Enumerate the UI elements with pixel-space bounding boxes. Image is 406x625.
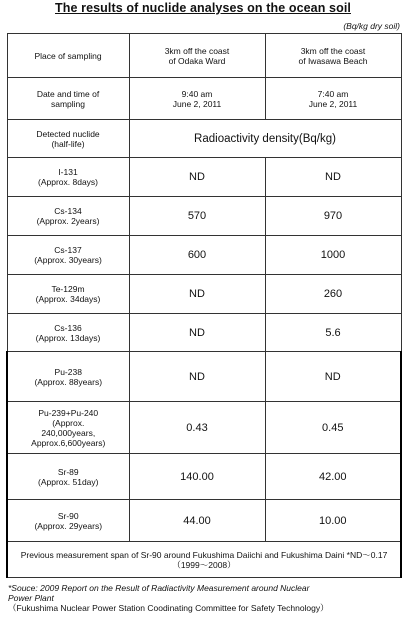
place-label: Place of sampling (7, 34, 129, 78)
table-row (7, 158, 401, 197)
unit-label: (Bq/kg dry soil) (343, 21, 400, 31)
nuclide-cell: Sr-90 (Approx. 29years) (7, 500, 129, 542)
nuclide-cell: Sr-89 (Approx. 51day) (7, 454, 129, 500)
datetime-odaka: 9:40 am June 2, 2011 (129, 78, 265, 120)
value-iwasawa: 5.6 (265, 314, 401, 352)
value-odaka: 0.43 (129, 402, 265, 454)
value-iwasawa: 260 (265, 275, 401, 314)
value-odaka: ND (129, 158, 265, 197)
source-line-1: *Souce: 2009 Report on the Result of Radiactivity Measurement around Nuclear (8, 583, 310, 593)
source-line-2: Power Plant (8, 593, 54, 603)
value-iwasawa: 10.00 (265, 500, 401, 542)
value-iwasawa: 42.00 (265, 454, 401, 500)
value-iwasawa: ND (265, 158, 401, 197)
nuclide-cell: Cs-137 (Approx. 30years) (7, 236, 129, 275)
table-row (7, 500, 401, 542)
previous-measurement-note: Previous measurement span of Sr-90 around Fukushima Daiichi and Fukushima Daini *ND〜0.17（1999〜2008） (7, 542, 401, 578)
nuclide-cell: Pu-238 (Approx. 88years) (7, 352, 129, 402)
value-odaka: 600 (129, 236, 265, 275)
site-odaka: 3km off the coast of Odaka Ward (129, 34, 265, 78)
table-row (7, 197, 401, 236)
value-odaka: ND (129, 314, 265, 352)
table-row (7, 402, 401, 454)
results-table (6, 33, 402, 578)
table-row (7, 236, 401, 275)
value-odaka: 140.00 (129, 454, 265, 500)
note-row (7, 542, 401, 578)
value-odaka: 570 (129, 197, 265, 236)
header-row-place (7, 34, 401, 78)
nuclide-cell: Te-129m (Approx. 34days) (7, 275, 129, 314)
source-line-3: （Fukushima Nuclear Power Station Coodinating Committee for Safety Technology） (8, 603, 329, 613)
value-odaka: ND (129, 352, 265, 402)
document-title: The results of nuclide analyses on the ocean soil (55, 1, 351, 15)
nuclide-cell: Pu-239+Pu-240 (Approx. 240,000years, Approx.6,600years) (7, 402, 129, 454)
datetime-label: Date and time of sampling (7, 78, 129, 120)
nuclide-cell: Cs-136 (Approx. 13days) (7, 314, 129, 352)
nuclide-cell: Cs-134 (Approx. 2years) (7, 197, 129, 236)
table-row (7, 275, 401, 314)
value-iwasawa: 970 (265, 197, 401, 236)
value-iwasawa: 1000 (265, 236, 401, 275)
site-iwasawa: 3km off the coast of Iwasawa Beach (265, 34, 401, 78)
datetime-iwasawa: 7:40 am June 2, 2011 (265, 78, 401, 120)
table-row (7, 314, 401, 352)
nuclide-cell: I-131 (Approx. 8days) (7, 158, 129, 197)
value-odaka: 44.00 (129, 500, 265, 542)
value-iwasawa: 0.45 (265, 402, 401, 454)
density-label: Radioactivity density(Bq/kg) (129, 120, 401, 158)
table-row (7, 454, 401, 500)
header-row-datetime (7, 78, 401, 120)
source-citation (8, 583, 402, 613)
nuclide-label: Detected nuclide (half-life) (7, 120, 129, 158)
value-odaka: ND (129, 275, 265, 314)
header-row-nuclide (7, 120, 401, 158)
table-row (7, 352, 401, 402)
value-iwasawa: ND (265, 352, 401, 402)
